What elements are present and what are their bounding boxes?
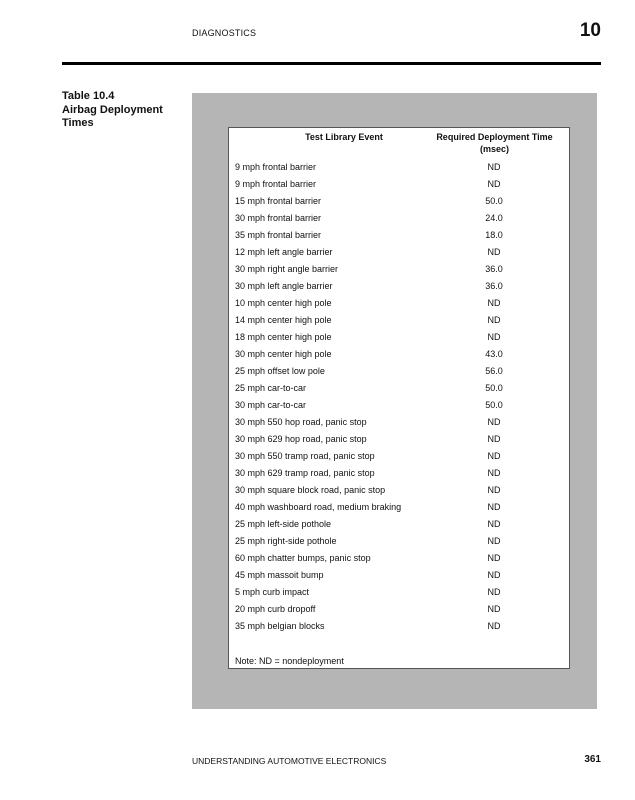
running-footer: UNDERSTANDING AUTOMOTIVE ELECTRONICS <box>192 756 387 766</box>
event-cell: 25 mph right-side pothole <box>235 536 337 546</box>
table-row <box>229 213 569 230</box>
time-cell: ND <box>487 621 501 631</box>
time-cell: 36.0 <box>485 264 503 274</box>
chapter-number: 10 <box>579 20 601 41</box>
time-cell: ND <box>487 468 501 478</box>
table-title: Airbag Deployment Times <box>62 103 163 129</box>
time-cell: 18.0 <box>485 230 503 240</box>
table-row <box>229 247 569 264</box>
header-rule <box>62 62 601 65</box>
table-row <box>229 434 569 451</box>
table-row <box>229 468 569 485</box>
time-cell: ND <box>487 162 501 172</box>
table-row <box>229 264 569 281</box>
table-row <box>229 502 569 519</box>
table-row <box>229 485 569 502</box>
event-cell: 20 mph curb dropoff <box>235 604 316 614</box>
time-cell: ND <box>487 536 501 546</box>
event-cell: 15 mph frontal barrier <box>235 196 322 206</box>
table-row <box>229 519 569 536</box>
table-row <box>229 315 569 332</box>
table-body <box>229 162 569 638</box>
table-row <box>229 400 569 417</box>
table-row <box>229 162 569 179</box>
table-row <box>229 298 569 315</box>
table-row <box>229 366 569 383</box>
time-cell: 43.0 <box>485 349 503 359</box>
event-cell: 30 mph car-to-car <box>235 400 307 410</box>
event-cell: 30 mph square block road, panic stop <box>235 485 386 495</box>
event-cell: 30 mph 629 hop road, panic stop <box>235 434 367 444</box>
time-cell: 50.0 <box>485 400 503 410</box>
event-cell: 60 mph chatter bumps, panic stop <box>235 553 371 563</box>
time-cell: ND <box>487 247 501 257</box>
event-cell: 30 mph 550 tramp road, panic stop <box>235 451 375 461</box>
table-row <box>229 230 569 247</box>
event-cell: 40 mph washboard road, medium braking <box>235 502 402 512</box>
time-cell: ND <box>487 570 501 580</box>
table-row <box>229 536 569 553</box>
event-cell: 12 mph left angle barrier <box>235 247 333 257</box>
time-cell: ND <box>487 604 501 614</box>
event-cell: 30 mph frontal barrier <box>235 213 322 223</box>
time-cell: ND <box>487 417 501 427</box>
time-cell: 36.0 <box>485 281 503 291</box>
event-cell: 18 mph center high pole <box>235 332 332 342</box>
running-header: DIAGNOSTICS <box>192 28 257 38</box>
event-cell: 30 mph right angle barrier <box>235 264 339 274</box>
table-row <box>229 417 569 434</box>
time-cell: ND <box>487 179 501 189</box>
table-row <box>229 196 569 213</box>
event-cell: 25 mph car-to-car <box>235 383 307 393</box>
event-cell: 5 mph curb impact <box>235 587 310 597</box>
table-row <box>229 604 569 621</box>
time-cell: ND <box>487 434 501 444</box>
table-row <box>229 553 569 570</box>
time-cell: 50.0 <box>485 383 503 393</box>
page-number: 361 <box>584 754 601 765</box>
event-cell: 9 mph frontal barrier <box>235 162 317 172</box>
column-header-event: Test Library Event <box>305 132 383 142</box>
time-cell: 50.0 <box>485 196 503 206</box>
time-cell: ND <box>487 587 501 597</box>
event-cell: 30 mph left angle barrier <box>235 281 333 291</box>
time-cell: ND <box>487 298 501 308</box>
column-header-time: Required Deployment Time (msec) <box>436 132 553 154</box>
time-cell: ND <box>487 332 501 342</box>
time-cell: ND <box>487 502 501 512</box>
time-cell: ND <box>487 485 501 495</box>
event-cell: 25 mph offset low pole <box>235 366 325 376</box>
event-cell: 35 mph frontal barrier <box>235 230 322 240</box>
time-cell: 56.0 <box>485 366 503 376</box>
table-row <box>229 587 569 604</box>
event-cell: 30 mph 629 tramp road, panic stop <box>235 468 375 478</box>
table-row <box>229 281 569 298</box>
table-row <box>229 570 569 587</box>
event-cell: 45 mph massoit bump <box>235 570 324 580</box>
event-cell: 10 mph center high pole <box>235 298 332 308</box>
table-row <box>229 383 569 400</box>
table-caption <box>62 90 182 131</box>
event-cell: 25 mph left-side pothole <box>235 519 332 529</box>
event-cell: 9 mph frontal barrier <box>235 179 317 189</box>
table-label: Table 10.4 <box>62 90 115 102</box>
event-cell: 30 mph 550 hop road, panic stop <box>235 417 367 427</box>
table-row <box>229 621 569 638</box>
time-cell: ND <box>487 451 501 461</box>
event-cell: 30 mph center high pole <box>235 349 332 359</box>
table-row <box>229 451 569 468</box>
table-row <box>229 332 569 349</box>
event-cell: 35 mph belgian blocks <box>235 621 325 631</box>
time-cell: ND <box>487 519 501 529</box>
table-row <box>229 179 569 196</box>
deployment-table <box>228 127 570 669</box>
time-cell: ND <box>487 553 501 563</box>
time-cell: 24.0 <box>485 213 503 223</box>
table-row <box>229 349 569 366</box>
event-cell: 14 mph center high pole <box>235 315 332 325</box>
time-cell: ND <box>487 315 501 325</box>
table-note: Note: ND = nondeployment <box>235 656 344 666</box>
